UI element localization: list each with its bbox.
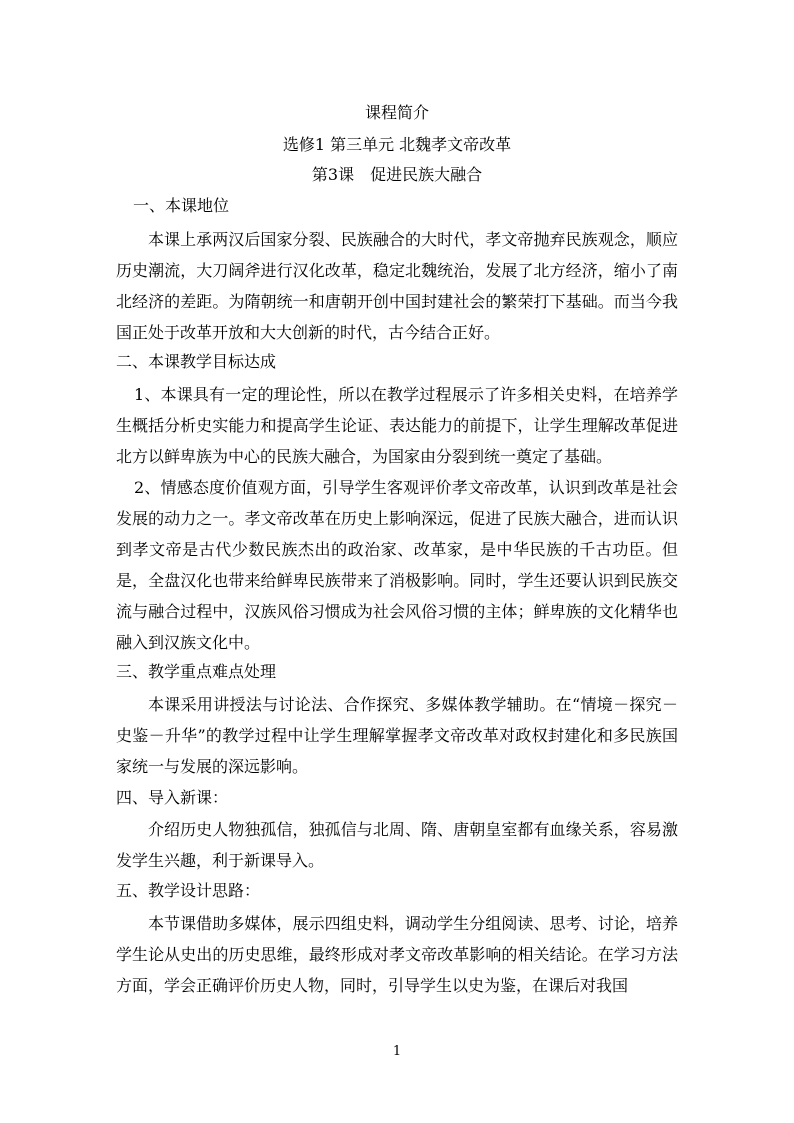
section-heading-2: 二、本课教学目标达成: [116, 352, 277, 371]
doc-subtitle: 选修1 第三单元 北魏孝文帝改革: [282, 135, 512, 154]
section-heading-5: 五、教学设计思路：: [116, 881, 261, 900]
section-2-paragraph-1: 1、本课具有一定的理论性，所以在教学过程展示了许多相关史料，在培养学生概括分析史实能力和提高学生论证、表达能力的前提下，让学生理解改革促进北方以鲜卑族为中心的民族大融合，为国家由分裂到统一奠定了基础。: [116, 385, 678, 466]
section-2-paragraph-2: 2、情感态度价值观方面，引导学生客观评价孝文帝改革，认识到改革是社会发展的动力之一。孝文帝改革在历史上影响深远，促进了民族大融合，进而认识到孝文帝是古代少数民族杰出的政治家、改革家，是中华民族的千古功臣。但是，全盘汉化也带来给鲜卑民族带来了消极影响。同时，学生还要认识到民族交流与融合过程中，汉族风俗习惯成为社会风俗习惯的主体；鲜卑族的文化精华也融入到汉族文化中。: [116, 478, 678, 652]
section-heading-4: 四、导入新课：: [116, 788, 229, 807]
section-5-paragraph: 本节课借助多媒体，展示四组史料，调动学生分组阅读、思考、讨论，培养学生论从史出的历史思维，最终形成对孝文帝改革影响的相关结论。在学习方法方面，学会正确评价历史人物，同时，引导学生以史为鉴，在课后对我国: [116, 914, 678, 995]
section-heading-1: 一、本课地位: [133, 196, 230, 215]
doc-title: 课程简介: [364, 103, 429, 122]
section-4-paragraph: 介绍历史人物独孤信，独孤信与北周、隋、唐朝皇室都有血缘关系，容易激发学生兴趣，利于新课导入。: [116, 820, 678, 870]
section-heading-3: 三、教学重点难点处理: [116, 662, 277, 681]
lesson-title: 第3课 促进民族大融合: [311, 165, 483, 184]
section-3-paragraph: 本课采用讲授法与讨论法、合作探究、多媒体教学辅助。在“情境－探究－史鉴－升华”的教学过程中让学生理解掌握孝文帝改革对政权封建化和多民族国家统一与发展的深远影响。: [116, 695, 678, 776]
page-number: 1: [392, 1044, 402, 1059]
section-1-paragraph: 本课上承两汉后国家分裂、民族融合的大时代，孝文帝抛弃民族观念，顺应历史潮流，大刀阔斧进行汉化改革，稳定北魏统治，发展了北方经济，缩小了南北经济的差距。为隋朝统一和唐朝开创中国封建社会的繁荣打下基础。而当今我国正处于改革开放和大大创新的时代，古今结合正好。: [116, 230, 678, 342]
